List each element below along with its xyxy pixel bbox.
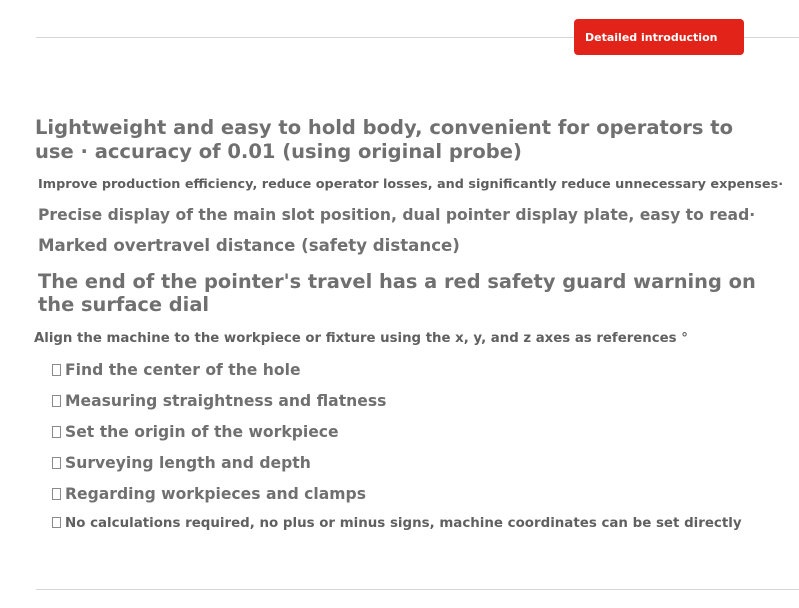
- missing-glyph-icon: [52, 488, 61, 500]
- list-item: [52, 391, 386, 411]
- list-item-label: Regarding workpieces and clamps: [65, 485, 366, 503]
- list-item: [52, 360, 301, 380]
- overtravel-distance-line: Marked overtravel distance (safety distance): [38, 236, 460, 255]
- list-item: [52, 484, 366, 504]
- list-item: [52, 453, 311, 473]
- missing-glyph-icon: [52, 517, 61, 528]
- list-item-label: Find the center of the hole: [65, 361, 301, 379]
- list-item-label: No calculations required, no plus or minus signs, machine coordinates can be set directly: [65, 516, 742, 531]
- bottom-divider: [36, 589, 799, 590]
- list-item: [52, 515, 742, 533]
- missing-glyph-icon: [52, 426, 61, 438]
- list-item-label: Measuring straightness and flatness: [65, 392, 387, 410]
- main-heading: Lightweight and easy to hold body, convenient for operators to use · accuracy of 0.01 (using original probe): [35, 116, 734, 163]
- missing-glyph-icon: [52, 364, 61, 376]
- align-axes-line: Align the machine to the workpiece or fixture using the x, y, and z axes as references °: [34, 331, 688, 346]
- missing-glyph-icon: [52, 395, 61, 407]
- precise-display-line: Precise display of the main slot position, dual pointer display plate, easy to read·: [38, 206, 756, 224]
- safety-guard-heading: The end of the pointer's travel has a red safety guard warning on the surface dial: [38, 270, 756, 316]
- list-item-label: Set the origin of the workpiece: [65, 423, 339, 441]
- improve-efficiency-line: Improve production efficiency, reduce operator losses, and significantly reduce unnecessary expenses·: [38, 177, 784, 192]
- missing-glyph-icon: [52, 457, 61, 469]
- detailed-introduction-badge: Detailed introduction: [574, 19, 744, 55]
- list-item: [52, 422, 339, 442]
- list-item-label: Surveying length and depth: [65, 454, 311, 472]
